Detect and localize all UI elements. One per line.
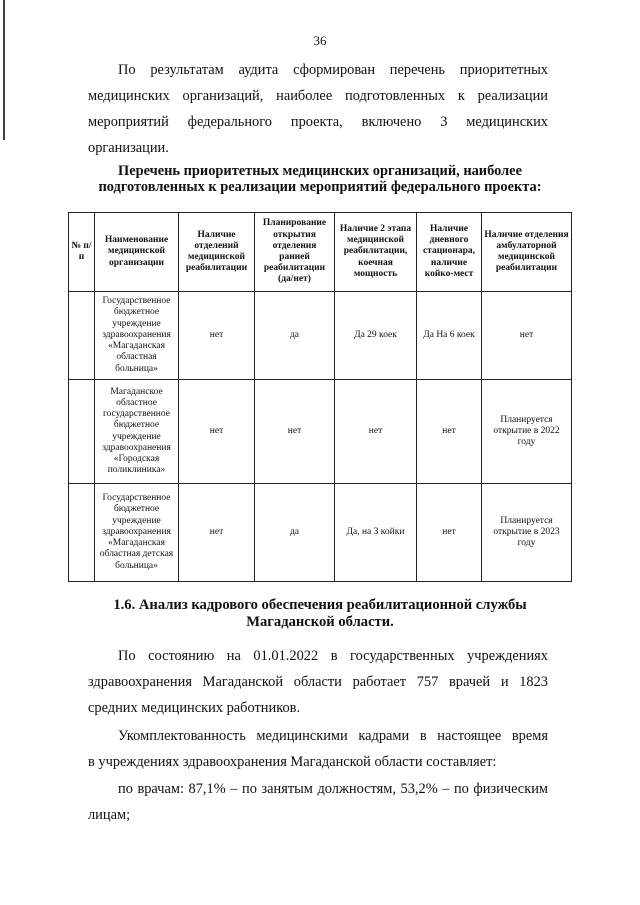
page-number: 36 bbox=[313, 33, 327, 48]
section-heading bbox=[100, 597, 540, 631]
header-name: Наименование медицинской организации bbox=[95, 213, 179, 292]
cell-name: Государственное бюджетное учреждение здравоохранения «Магаданская областная детская больница» bbox=[95, 484, 179, 582]
cell-planning: да bbox=[255, 292, 335, 380]
section-heading-line-2: Магаданской области. bbox=[246, 614, 394, 630]
header-outpatient: Наличие отделения амбулаторной медицинской реабилитации bbox=[482, 213, 572, 292]
cell-name: Государственное бюджетное учреждение здравоохранения «Магаданская областная больница» bbox=[95, 292, 179, 380]
para1-line-1: По состоянию на 01.01.2022 в государственных учреждениях bbox=[118, 648, 548, 664]
cell-outpatient: Планируется открытие в 2023 году bbox=[482, 484, 572, 582]
cell-outpatient: нет bbox=[482, 292, 572, 380]
cell-stage2: Да, на 3 койки bbox=[335, 484, 417, 582]
cell-departments: нет bbox=[179, 484, 255, 582]
cell-day-hospital: нет bbox=[417, 484, 482, 582]
intro-line-4: организации. bbox=[88, 140, 169, 156]
cell-num bbox=[69, 380, 95, 484]
table-title bbox=[80, 163, 560, 195]
cell-planning: да bbox=[255, 484, 335, 582]
header-planning: Планирование открытия отделения ранней реабилитации (да/нет) bbox=[255, 213, 335, 292]
table-header-row bbox=[69, 213, 572, 292]
table-row bbox=[69, 484, 572, 582]
para3-line-2: лицам; bbox=[88, 807, 131, 823]
header-stage2: Наличие 2 этапа медицинской реабилитации, коечная мощность bbox=[335, 213, 417, 292]
para1-line-2: здравоохранения Магаданской области работает 757 врачей и 1823 bbox=[88, 674, 548, 690]
para1-line-3: средних медицинских работников. bbox=[88, 700, 301, 716]
table-row bbox=[69, 292, 572, 380]
left-margin-mark bbox=[3, 0, 5, 140]
cell-stage2: Да 29 коек bbox=[335, 292, 417, 380]
header-departments: Наличие отделений медицинской реабилитации bbox=[179, 213, 255, 292]
cell-outpatient: Планируется открытие в 2022 году bbox=[482, 380, 572, 484]
cell-num bbox=[69, 484, 95, 582]
cell-name: Магаданское областное государственное бюджетное учреждение здравоохранения «Городская поликлиника» bbox=[95, 380, 179, 484]
section-heading-line-1: 1.6. Анализ кадрового обеспечения реабилитационной службы bbox=[113, 597, 527, 613]
para2-line-2: в учреждениях здравоохранения Магаданской области составляет: bbox=[88, 754, 497, 770]
cell-day-hospital: нет bbox=[417, 380, 482, 484]
intro-line-1: По результатам аудита сформирован перечень приоритетных bbox=[118, 62, 548, 78]
para2-line-1: Укомплектованность медицинскими кадрами в настоящее время bbox=[118, 728, 548, 744]
cell-day-hospital: Да На 6 коек bbox=[417, 292, 482, 380]
header-day-hospital: Наличие дневного стационара, наличие койко-мест bbox=[417, 213, 482, 292]
intro-line-2: медицинских организаций, наиболее подготовленных к реализации bbox=[88, 88, 548, 104]
table-title-line-1: Перечень приоритетных медицинских организаций, наиболее bbox=[118, 163, 522, 179]
staffing-paragraph bbox=[88, 723, 548, 775]
cell-departments: нет bbox=[179, 380, 255, 484]
doctors-staffing-paragraph bbox=[88, 776, 548, 828]
cell-stage2: нет bbox=[335, 380, 417, 484]
header-num: № п/п bbox=[69, 213, 95, 292]
para3-line-1: по врачам: 87,1% – по занятым должностям, 53,2% – по физическим bbox=[118, 781, 548, 797]
table-row bbox=[69, 380, 572, 484]
cell-num bbox=[69, 292, 95, 380]
cell-planning: нет bbox=[255, 380, 335, 484]
intro-line-3: мероприятий федерального проекта, включено 3 медицинских bbox=[88, 114, 548, 130]
cell-departments: нет bbox=[179, 292, 255, 380]
staff-count-paragraph bbox=[88, 643, 548, 721]
table-title-line-2: подготовленных к реализации мероприятий федерального проекта: bbox=[98, 179, 542, 195]
priority-organizations-table bbox=[68, 212, 572, 582]
intro-paragraph bbox=[88, 57, 548, 161]
